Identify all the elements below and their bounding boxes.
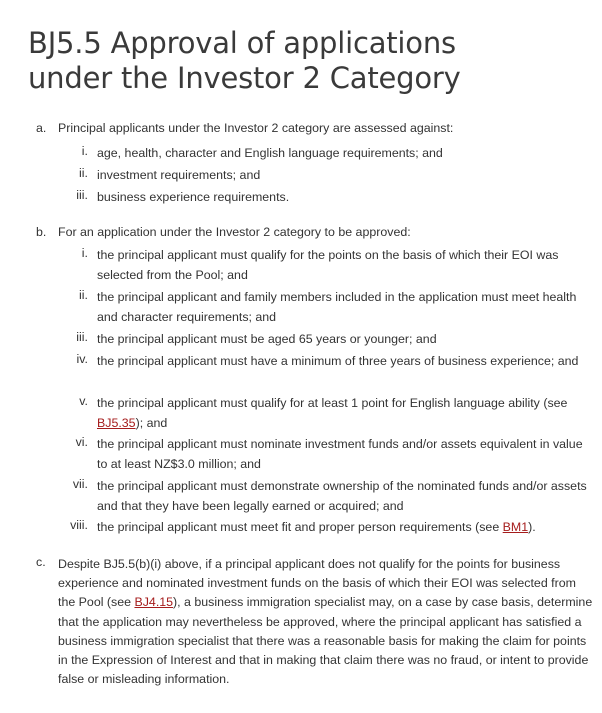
item-numeral: v.: [79, 394, 88, 408]
paragraph-text-pre: Despite BJ5.5(b)(i) above, if a principal applicant does not qualify for the points for business experience and nominated investment funds on the basis of which their EOI was selected from the Pool (see: [58, 557, 576, 610]
item-text: the principal applicant must have a minimum of three years of business experience; and: [97, 354, 579, 368]
item-numeral: ii.: [79, 288, 88, 302]
page-title: [28, 26, 461, 96]
item-numeral: i.: [81, 144, 88, 158]
item-numeral: vi.: [75, 435, 88, 449]
item-text: the principal applicant must qualify for the points on the basis of which their EOI was selected from the Pool; and: [97, 248, 559, 282]
title-line-2: under the Investor 2 Category: [28, 61, 461, 95]
item-numeral: iv.: [76, 352, 88, 366]
item-text: [97, 394, 587, 433]
item-text: business experience requirements.: [97, 190, 290, 204]
item-text: the principal applicant must demonstrate ownership of the nominated funds and/or assets and that they have been legally earned or acquired; and: [97, 479, 587, 513]
item-numeral: i.: [81, 246, 88, 260]
item-text: the principal applicant must nominate investment funds and/or assets equivalent in value to at least NZ$3.0 million; and: [97, 437, 583, 471]
item-text-pre: the principal applicant must meet fit and proper person requirements (see: [97, 520, 503, 534]
link-bj4-15[interactable]: BJ4.15: [134, 595, 174, 610]
item-text: [97, 518, 587, 538]
clause-letter: b.: [36, 225, 47, 239]
clause-letter: a.: [36, 121, 47, 135]
link-bj5-35[interactable]: BJ5.35: [97, 415, 136, 430]
item-text: the principal applicant and family members included in the application must meet health and character requirements; and: [97, 290, 577, 324]
item-text-pre: the principal applicant must qualify for at least 1 point for English language ability (see: [97, 396, 568, 410]
clause-intro: Principal applicants under the Investor 2 category are assessed against:: [58, 121, 454, 135]
item-numeral: viii.: [70, 518, 88, 532]
clause-paragraph: [58, 555, 593, 689]
clause-intro: For an application under the Investor 2 category to be approved:: [58, 225, 411, 239]
item-numeral: iii.: [76, 188, 88, 202]
item-text-post: ).: [528, 520, 536, 534]
link-bm1[interactable]: BM1: [502, 520, 529, 534]
item-text: the principal applicant must be aged 65 years or younger; and: [97, 332, 437, 346]
item-text-post: ); and: [135, 415, 168, 430]
clause-letter: c.: [36, 555, 46, 569]
item-numeral: ii.: [79, 166, 88, 180]
item-numeral: vii.: [72, 477, 88, 491]
item-text: investment requirements; and: [97, 168, 261, 182]
item-text: age, health, character and English language requirements; and: [97, 146, 443, 160]
paragraph-text-post: ), a business immigration specialist may, on a case by case basis, determine that the application may nevertheless be approved, where the principal applicant has satisfied a business immigration specialist that there was a reasonable basis for making the claim for points in the Expression of Interest and that in making that claim there was no fraud, or intent to provide false or misleading information.: [58, 595, 593, 687]
item-numeral: iii.: [76, 330, 88, 344]
title-line-1: BJ5.5 Approval of applications: [28, 26, 456, 60]
